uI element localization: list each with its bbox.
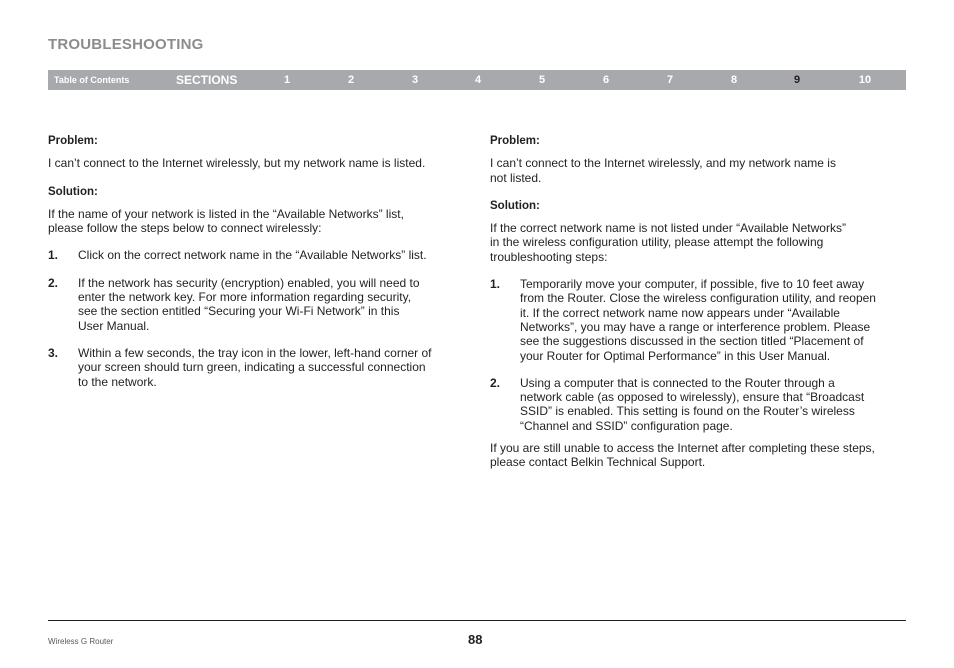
section-link-9[interactable]: 9	[793, 74, 801, 86]
text-line: troubleshooting steps:	[490, 249, 608, 264]
text-line: see the section entitled “Securing your Wi-Fi Network” in this	[78, 304, 400, 319]
text-line: in the wireless configuration utility, please attempt the following	[490, 235, 824, 250]
text-line: please follow the steps below to connect wirelessly:	[48, 221, 322, 236]
text-line: enter the network key. For more information regarding security,	[78, 290, 412, 305]
step-item	[490, 376, 910, 433]
footer-rule	[48, 620, 906, 621]
text-line: network cable (as opposed to wirelessly), ensure that “Broadcast	[520, 390, 865, 405]
section-title: TROUBLESHOOTING	[48, 36, 204, 53]
step-number: 1.	[48, 248, 59, 263]
footer-product-name: Wireless G Router	[48, 637, 114, 646]
text-line: If the network has security (encryption) enabled, you will need to	[78, 275, 420, 290]
step-number: 2.	[490, 375, 501, 390]
step-text	[78, 346, 468, 389]
text-line: it. If the correct network name now appears under “Available	[520, 305, 840, 320]
solution-heading: Solution:	[490, 199, 540, 212]
text-line: Within a few seconds, the tray icon in the lower, left-hand corner of	[78, 345, 432, 360]
step-item	[48, 276, 468, 333]
text-line: to the network.	[78, 374, 157, 389]
text-line: User Manual.	[78, 318, 150, 333]
step-number: 1.	[490, 277, 501, 292]
text-line: Using a computer that is connected to the Router through a	[520, 375, 835, 390]
problem-heading: Problem:	[490, 135, 540, 147]
text-line: please contact Belkin Technical Support.	[490, 455, 706, 470]
step-item	[48, 248, 468, 262]
text-line: If the correct network name is not listed under “Available Networks”	[490, 221, 846, 236]
problem-heading: Problem:	[48, 135, 98, 147]
left-column	[48, 134, 468, 389]
text-line: Temporarily move your computer, if possible, five to 10 feet away	[520, 277, 865, 292]
text-line: your Router for Optimal Performance” in this User Manual.	[520, 348, 831, 363]
section-link-1[interactable]: 1	[283, 74, 291, 86]
text-line: not listed.	[490, 170, 542, 185]
section-link-3[interactable]: 3	[411, 74, 419, 86]
text-line: Networks”, you may have a range or interference problem. Please	[520, 319, 871, 334]
section-link-6[interactable]: 6	[602, 74, 610, 86]
text-line: your screen should turn green, indicating a successful connection	[78, 360, 426, 375]
step-text	[520, 277, 910, 363]
section-link-10[interactable]: 10	[858, 74, 872, 86]
step-item	[490, 277, 910, 363]
problem-text	[490, 156, 910, 185]
text-line: Click on the correct network name in the “Available Networks” list.	[78, 248, 427, 263]
solution-text	[48, 207, 468, 236]
closing-text	[490, 441, 910, 470]
right-column	[490, 134, 910, 470]
text-line: see the suggestions discussed in the section titled “Placement of	[520, 334, 864, 349]
step-text	[520, 376, 910, 433]
solution-text	[490, 221, 910, 264]
step-number: 2.	[48, 275, 59, 290]
text-line: from the Router. Close the wireless configuration utility, and reopen	[520, 291, 876, 306]
section-link-5[interactable]: 5	[538, 74, 546, 86]
text-line: If you are still unable to access the Internet after completing these steps,	[490, 441, 875, 456]
text-line: “Channel and SSID” configuration page.	[520, 418, 733, 433]
section-link-2[interactable]: 2	[347, 74, 355, 86]
problem-text: I can’t connect to the Internet wirelessly, but my network name is listed.	[48, 156, 426, 171]
step-item	[48, 346, 468, 389]
section-link-7[interactable]: 7	[666, 74, 674, 86]
page-number: 88	[468, 632, 483, 647]
text-line: If the name of your network is listed in the “Available Networks” list,	[48, 206, 404, 221]
step-number: 3.	[48, 345, 59, 360]
step-text	[78, 248, 468, 262]
steps-list	[48, 248, 468, 388]
sections-label: SECTIONS	[176, 73, 238, 87]
text-line: I can’t connect to the Internet wirelessly, and my network name is	[490, 156, 836, 171]
section-link-8[interactable]: 8	[730, 74, 738, 86]
steps-list	[490, 277, 910, 433]
table-of-contents-link[interactable]: Table of Contents	[54, 75, 130, 85]
solution-heading: Solution:	[48, 185, 98, 198]
section-navbar	[48, 70, 906, 90]
section-link-4[interactable]: 4	[474, 74, 482, 86]
text-line: SSID” is enabled. This setting is found on the Router’s wireless	[520, 404, 855, 419]
step-text	[78, 276, 468, 333]
